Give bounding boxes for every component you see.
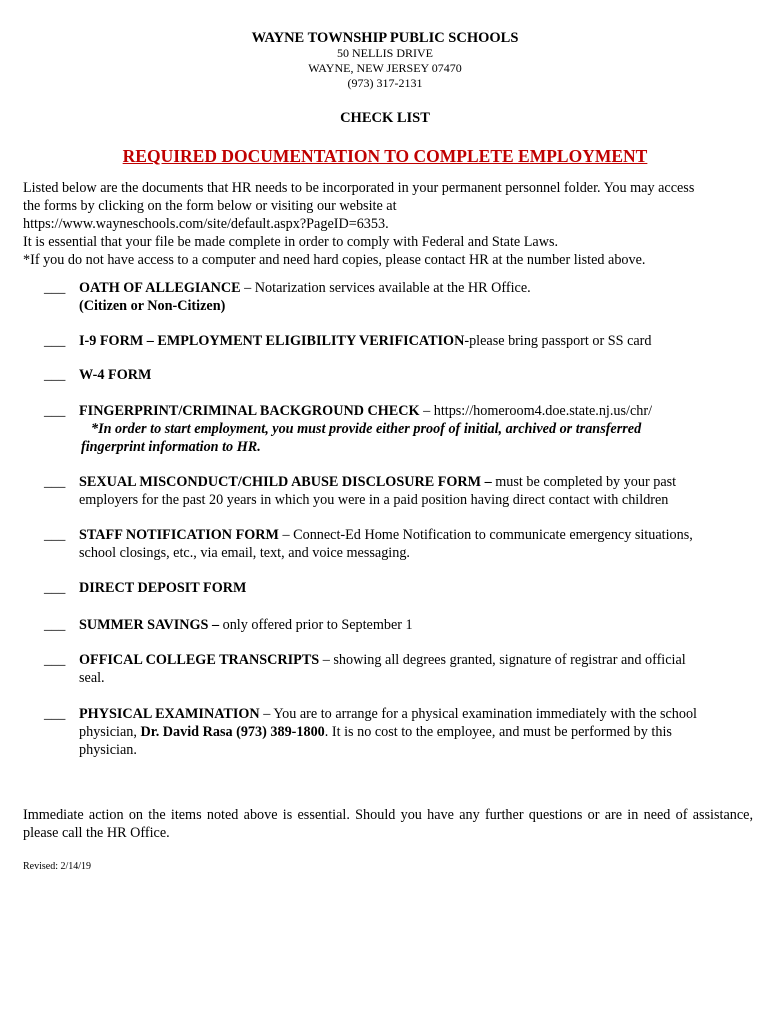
item-text-line3: physician. <box>79 742 137 758</box>
item-text: – Connect-Ed Home Notification to communicate emergency situations, <box>278 527 693 543</box>
item-note: *In order to start employment, you must provide either proof of initial, archived or transferred <box>91 421 642 437</box>
intro-paragraph <box>23 179 753 269</box>
item-title: DIRECT DEPOSIT FORM <box>79 580 247 596</box>
checkbox-blank[interactable]: ___ <box>44 367 66 383</box>
item-text-line2: seal. <box>79 670 105 686</box>
checklist-item-summer-savings <box>44 616 754 634</box>
checklist-item-physical <box>44 705 754 759</box>
item-text: -please bring passport or SS card <box>464 333 652 349</box>
item-note: fingerprint information to HR. <box>81 439 261 455</box>
intro-line: *If you do not have access to a computer and need hard copies, please contact HR at the number listed above. <box>23 252 646 268</box>
item-title: STAFF NOTIFICATION FORM <box>79 527 279 543</box>
checklist-item-w4 <box>44 366 754 384</box>
checklist-item-disclosure <box>44 473 754 509</box>
checklist-item-oath <box>44 279 754 315</box>
checklist-item-fingerprint <box>44 402 754 456</box>
item-text: – Notarization services available at the HR Office. <box>240 280 531 296</box>
item-title: I-9 FORM – EMPLOYMENT ELIGIBILITY VERIFICATION <box>79 333 465 349</box>
checkbox-blank[interactable]: ___ <box>44 280 66 296</box>
item-title: PHYSICAL EXAMINATION <box>79 706 260 722</box>
intro-line: Listed below are the documents that HR needs to be incorporated in your permanent personnel folder. You may access <box>23 180 695 196</box>
item-title: OFFICAL COLLEGE TRANSCRIPTS <box>79 652 320 668</box>
item-text: only offered prior to September 1 <box>219 617 413 633</box>
item-text-line2: employers for the past 20 years in which you were in a paid position having direct contact with children <box>79 492 669 508</box>
website-link[interactable]: https://www.wayneschools.com/site/default.aspx?PageID=6353. <box>23 216 389 232</box>
item-title: SEXUAL MISCONDUCT/CHILD ABUSE DISCLOSURE FORM – <box>79 474 492 490</box>
checkbox-blank[interactable]: ___ <box>44 652 66 668</box>
checklist-item-transcripts <box>44 651 754 687</box>
checklist-item-direct-deposit <box>44 579 754 597</box>
intro-line: It is essential that your file be made complete in order to comply with Federal and State Laws. <box>23 234 559 250</box>
item-link[interactable]: – https://homeroom4.doe.state.nj.us/chr/ <box>419 403 653 419</box>
address-city: WAYNE, NEW JERSEY 07470 <box>308 61 462 75</box>
item-text-line2: school closings, etc., via email, text, and voice messaging. <box>79 545 410 561</box>
intro-line: the forms by clicking on the form below or visiting our website at <box>23 198 397 214</box>
organization-name: WAYNE TOWNSHIP PUBLIC SCHOOLS <box>251 30 519 46</box>
item-subtext: (Citizen or Non-Citizen) <box>79 298 226 314</box>
item-text-line2: . It is no cost to the employee, and must be performed by this <box>324 724 672 740</box>
checkbox-blank[interactable]: ___ <box>44 617 66 633</box>
closing-paragraph: Immediate action on the items noted above is essential. Should you have any further questions or are in need of assistance, please call the HR Office. <box>23 807 753 841</box>
revision-date: Revised: 2/14/19 <box>23 861 92 872</box>
phone-number: (973) 317-2131 <box>347 76 423 90</box>
checkbox-blank[interactable]: ___ <box>44 527 66 543</box>
checkbox-blank[interactable]: ___ <box>44 333 66 349</box>
checkbox-blank[interactable]: ___ <box>44 474 66 490</box>
checklist-item-staff-notification <box>44 526 754 562</box>
checklist-item-i9 <box>44 332 754 350</box>
physician-contact: Dr. David Rasa (973) 389-1800 <box>140 724 325 740</box>
document-title: REQUIRED DOCUMENTATION TO COMPLETE EMPLOYMENT <box>122 146 648 166</box>
item-title: SUMMER SAVINGS – <box>79 617 220 633</box>
item-text: – You are to arrange for a physical examination immediately with the school <box>259 706 697 722</box>
checkbox-blank[interactable]: ___ <box>44 706 66 722</box>
address-street: 50 NELLIS DRIVE <box>337 46 433 60</box>
checklist-heading: CHECK LIST <box>340 110 430 126</box>
item-text-line2: physician, <box>79 724 141 740</box>
item-text: must be completed by your past <box>491 474 677 490</box>
item-text: – showing all degrees granted, signature of registrar and official <box>319 652 686 668</box>
item-title: W-4 FORM <box>79 367 152 383</box>
item-title: OATH OF ALLEGIANCE <box>79 280 241 296</box>
checkbox-blank[interactable]: ___ <box>44 580 66 596</box>
item-title: FINGERPRINT/CRIMINAL BACKGROUND CHECK <box>79 403 420 419</box>
checkbox-blank[interactable]: ___ <box>44 403 66 419</box>
